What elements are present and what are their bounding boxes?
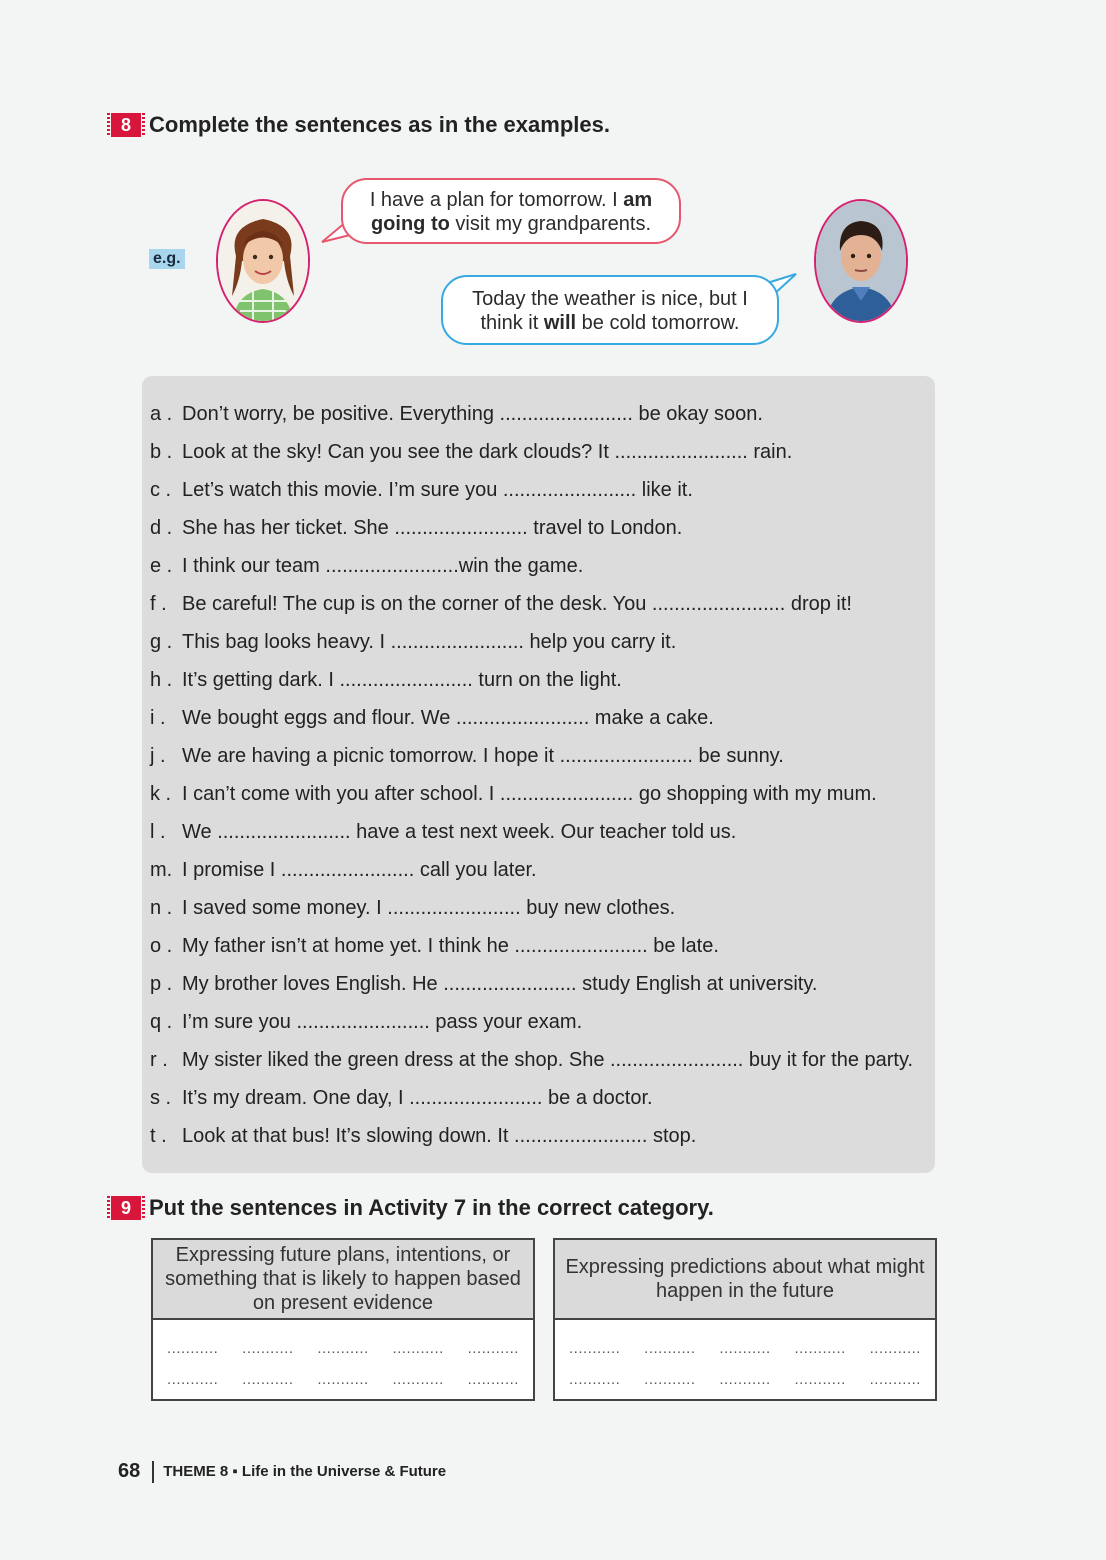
- table-header: Expressing future plans, intentions, or something that is likely to happen based on present evidence: [153, 1240, 533, 1320]
- item-letter: a .: [150, 402, 173, 425]
- item-text: My brother loves English. He ........................ study English at university.: [182, 972, 818, 995]
- item-letter: d .: [150, 516, 173, 539]
- bubble-text: visit my grandparents.: [449, 213, 652, 235]
- list-item: [150, 737, 930, 775]
- item-letter: l .: [150, 820, 166, 843]
- exercise-9-header: [111, 1195, 714, 1221]
- list-item: [150, 775, 930, 813]
- item-letter: h .: [150, 668, 173, 691]
- list-item: [150, 623, 930, 661]
- bubble-text: think it: [480, 312, 544, 334]
- item-letter: i .: [150, 706, 166, 729]
- item-text: We ........................ have a test next week. Our teacher told us.: [182, 820, 737, 843]
- item-letter: b .: [150, 440, 173, 463]
- girl-portrait-icon: [218, 201, 308, 321]
- list-item: [150, 661, 930, 699]
- answer-dots[interactable]: ...........: [719, 1340, 771, 1357]
- item-text: Don’t worry, be positive. Everything ........................ be okay soon.: [182, 402, 763, 425]
- list-item: [150, 471, 930, 509]
- list-item: [150, 851, 930, 889]
- item-letter: c .: [150, 478, 172, 501]
- item-text: We are having a picnic tomorrow. I hope it ........................ be sunny.: [182, 744, 784, 767]
- theme-label: THEME 8 ▪ Life in the Universe & Future: [163, 1463, 447, 1480]
- bubble-text: I have a plan for tomorrow. I: [369, 189, 624, 211]
- item-text: I think our team ........................win the game.: [182, 554, 584, 577]
- answer-dots[interactable]: ...........: [467, 1340, 519, 1357]
- exercise-title: Complete the sentences as in the examples.: [149, 112, 610, 137]
- exercise-8-header: [111, 112, 610, 138]
- list-item: [150, 509, 930, 547]
- list-item: [150, 547, 930, 585]
- exercise-title: Put the sentences in Activity 7 in the correct category.: [149, 1195, 714, 1220]
- bubble-bold-text: am: [623, 189, 653, 211]
- list-item: [150, 395, 930, 433]
- item-letter: p .: [150, 972, 173, 995]
- item-letter: r .: [150, 1048, 168, 1071]
- item-letter: t .: [150, 1124, 167, 1147]
- list-item: [150, 585, 930, 623]
- category-table-plans: [151, 1238, 535, 1401]
- sentences-list: [150, 395, 930, 1155]
- category-table-predictions: [553, 1238, 937, 1401]
- answer-dots-row: [555, 1340, 935, 1357]
- answer-dots[interactable]: ...........: [392, 1340, 444, 1357]
- item-text: I can’t come with you after school. I ........................ go shopping with my mum.: [182, 782, 877, 805]
- answer-dots[interactable]: ...........: [794, 1371, 846, 1388]
- bubble-text: be cold tomorrow.: [576, 312, 740, 334]
- item-letter: f .: [150, 592, 167, 615]
- item-text: It’s my dream. One day, I ........................ be a doctor.: [182, 1086, 653, 1109]
- footer-divider: [152, 1461, 154, 1483]
- answer-dots[interactable]: ...........: [869, 1340, 921, 1357]
- boy-avatar: [814, 199, 908, 323]
- exercise-number-badge: 9: [111, 1196, 141, 1220]
- item-text: I’m sure you ........................ pass your exam.: [182, 1010, 583, 1033]
- list-item: [150, 1003, 930, 1041]
- item-text: My sister liked the green dress at the shop. She ........................ buy it for the party.: [182, 1048, 914, 1071]
- answer-dots[interactable]: ...........: [317, 1340, 369, 1357]
- item-text: We bought eggs and flour. We ........................ make a cake.: [182, 706, 714, 729]
- table-header: Expressing predictions about what might happen in the future: [555, 1240, 935, 1320]
- answer-dots[interactable]: ...........: [869, 1371, 921, 1388]
- girl-speech-bubble: [341, 178, 681, 244]
- example-label: e.g.: [149, 249, 185, 269]
- page-footer: [118, 1460, 446, 1483]
- item-letter: o .: [150, 934, 173, 957]
- item-letter: e .: [150, 554, 173, 577]
- item-letter: k .: [150, 782, 172, 805]
- item-text: Let’s watch this movie. I’m sure you ........................ like it.: [182, 478, 693, 501]
- bubble-bold-text: will: [543, 312, 577, 334]
- answer-dots[interactable]: ...........: [167, 1340, 219, 1357]
- answer-dots-row: [153, 1340, 533, 1357]
- boy-speech-bubble: [441, 275, 779, 345]
- item-letter: n .: [150, 896, 173, 919]
- list-item: [150, 1079, 930, 1117]
- item-text: Look at that bus! It’s slowing down. It ........................ stop.: [182, 1124, 697, 1147]
- list-item: [150, 927, 930, 965]
- answer-dots[interactable]: ...........: [794, 1340, 846, 1357]
- answer-dots[interactable]: ...........: [242, 1340, 294, 1357]
- item-letter: s .: [150, 1086, 172, 1109]
- answer-dots[interactable]: ...........: [569, 1340, 621, 1357]
- list-item: [150, 889, 930, 927]
- item-text: I saved some money. I ........................ buy new clothes.: [182, 896, 676, 919]
- item-text: Look at the sky! Can you see the dark clouds? It ........................ rain.: [182, 440, 793, 463]
- item-text: This bag looks heavy. I ........................ help you carry it.: [182, 630, 677, 653]
- answer-dots-row: [153, 1371, 533, 1388]
- list-item: [150, 1041, 930, 1079]
- item-letter: m.: [150, 858, 173, 881]
- item-text: Be careful! The cup is on the corner of the desk. You ........................ drop it!: [182, 592, 852, 615]
- bubble-text: Today the weather is nice, but I: [472, 288, 748, 310]
- item-text: My father isn’t at home yet. I think he ........................ be late.: [182, 934, 719, 957]
- item-text: I promise I ........................ call you later.: [182, 858, 537, 881]
- item-text: It’s getting dark. I ........................ turn on the light.: [182, 668, 622, 691]
- answer-dots[interactable]: ...........: [644, 1340, 696, 1357]
- item-letter: q .: [150, 1010, 173, 1033]
- list-item: [150, 699, 930, 737]
- answer-dots[interactable]: ...........: [569, 1371, 621, 1388]
- item-letter: j .: [150, 744, 166, 767]
- list-item: [150, 1117, 930, 1155]
- list-item: [150, 433, 930, 471]
- item-letter: g .: [150, 630, 173, 653]
- answer-dots-row: [555, 1371, 935, 1388]
- answer-dots[interactable]: ...........: [242, 1371, 294, 1388]
- page-number: 68: [118, 1460, 141, 1482]
- answer-dots[interactable]: ...........: [719, 1371, 771, 1388]
- bubble-bold-text: going to: [370, 213, 450, 235]
- answer-dots[interactable]: ...........: [167, 1371, 219, 1388]
- answer-dots[interactable]: ...........: [644, 1371, 696, 1388]
- answer-dots[interactable]: ...........: [467, 1371, 519, 1388]
- boy-portrait-icon: [816, 201, 906, 321]
- girl-avatar: [216, 199, 310, 323]
- exercise-number-badge: 8: [111, 113, 141, 137]
- list-item: [150, 965, 930, 1003]
- answer-dots[interactable]: ...........: [392, 1371, 444, 1388]
- answer-dots[interactable]: ...........: [317, 1371, 369, 1388]
- list-item: [150, 813, 930, 851]
- item-text: She has her ticket. She ........................ travel to London.: [182, 516, 683, 539]
